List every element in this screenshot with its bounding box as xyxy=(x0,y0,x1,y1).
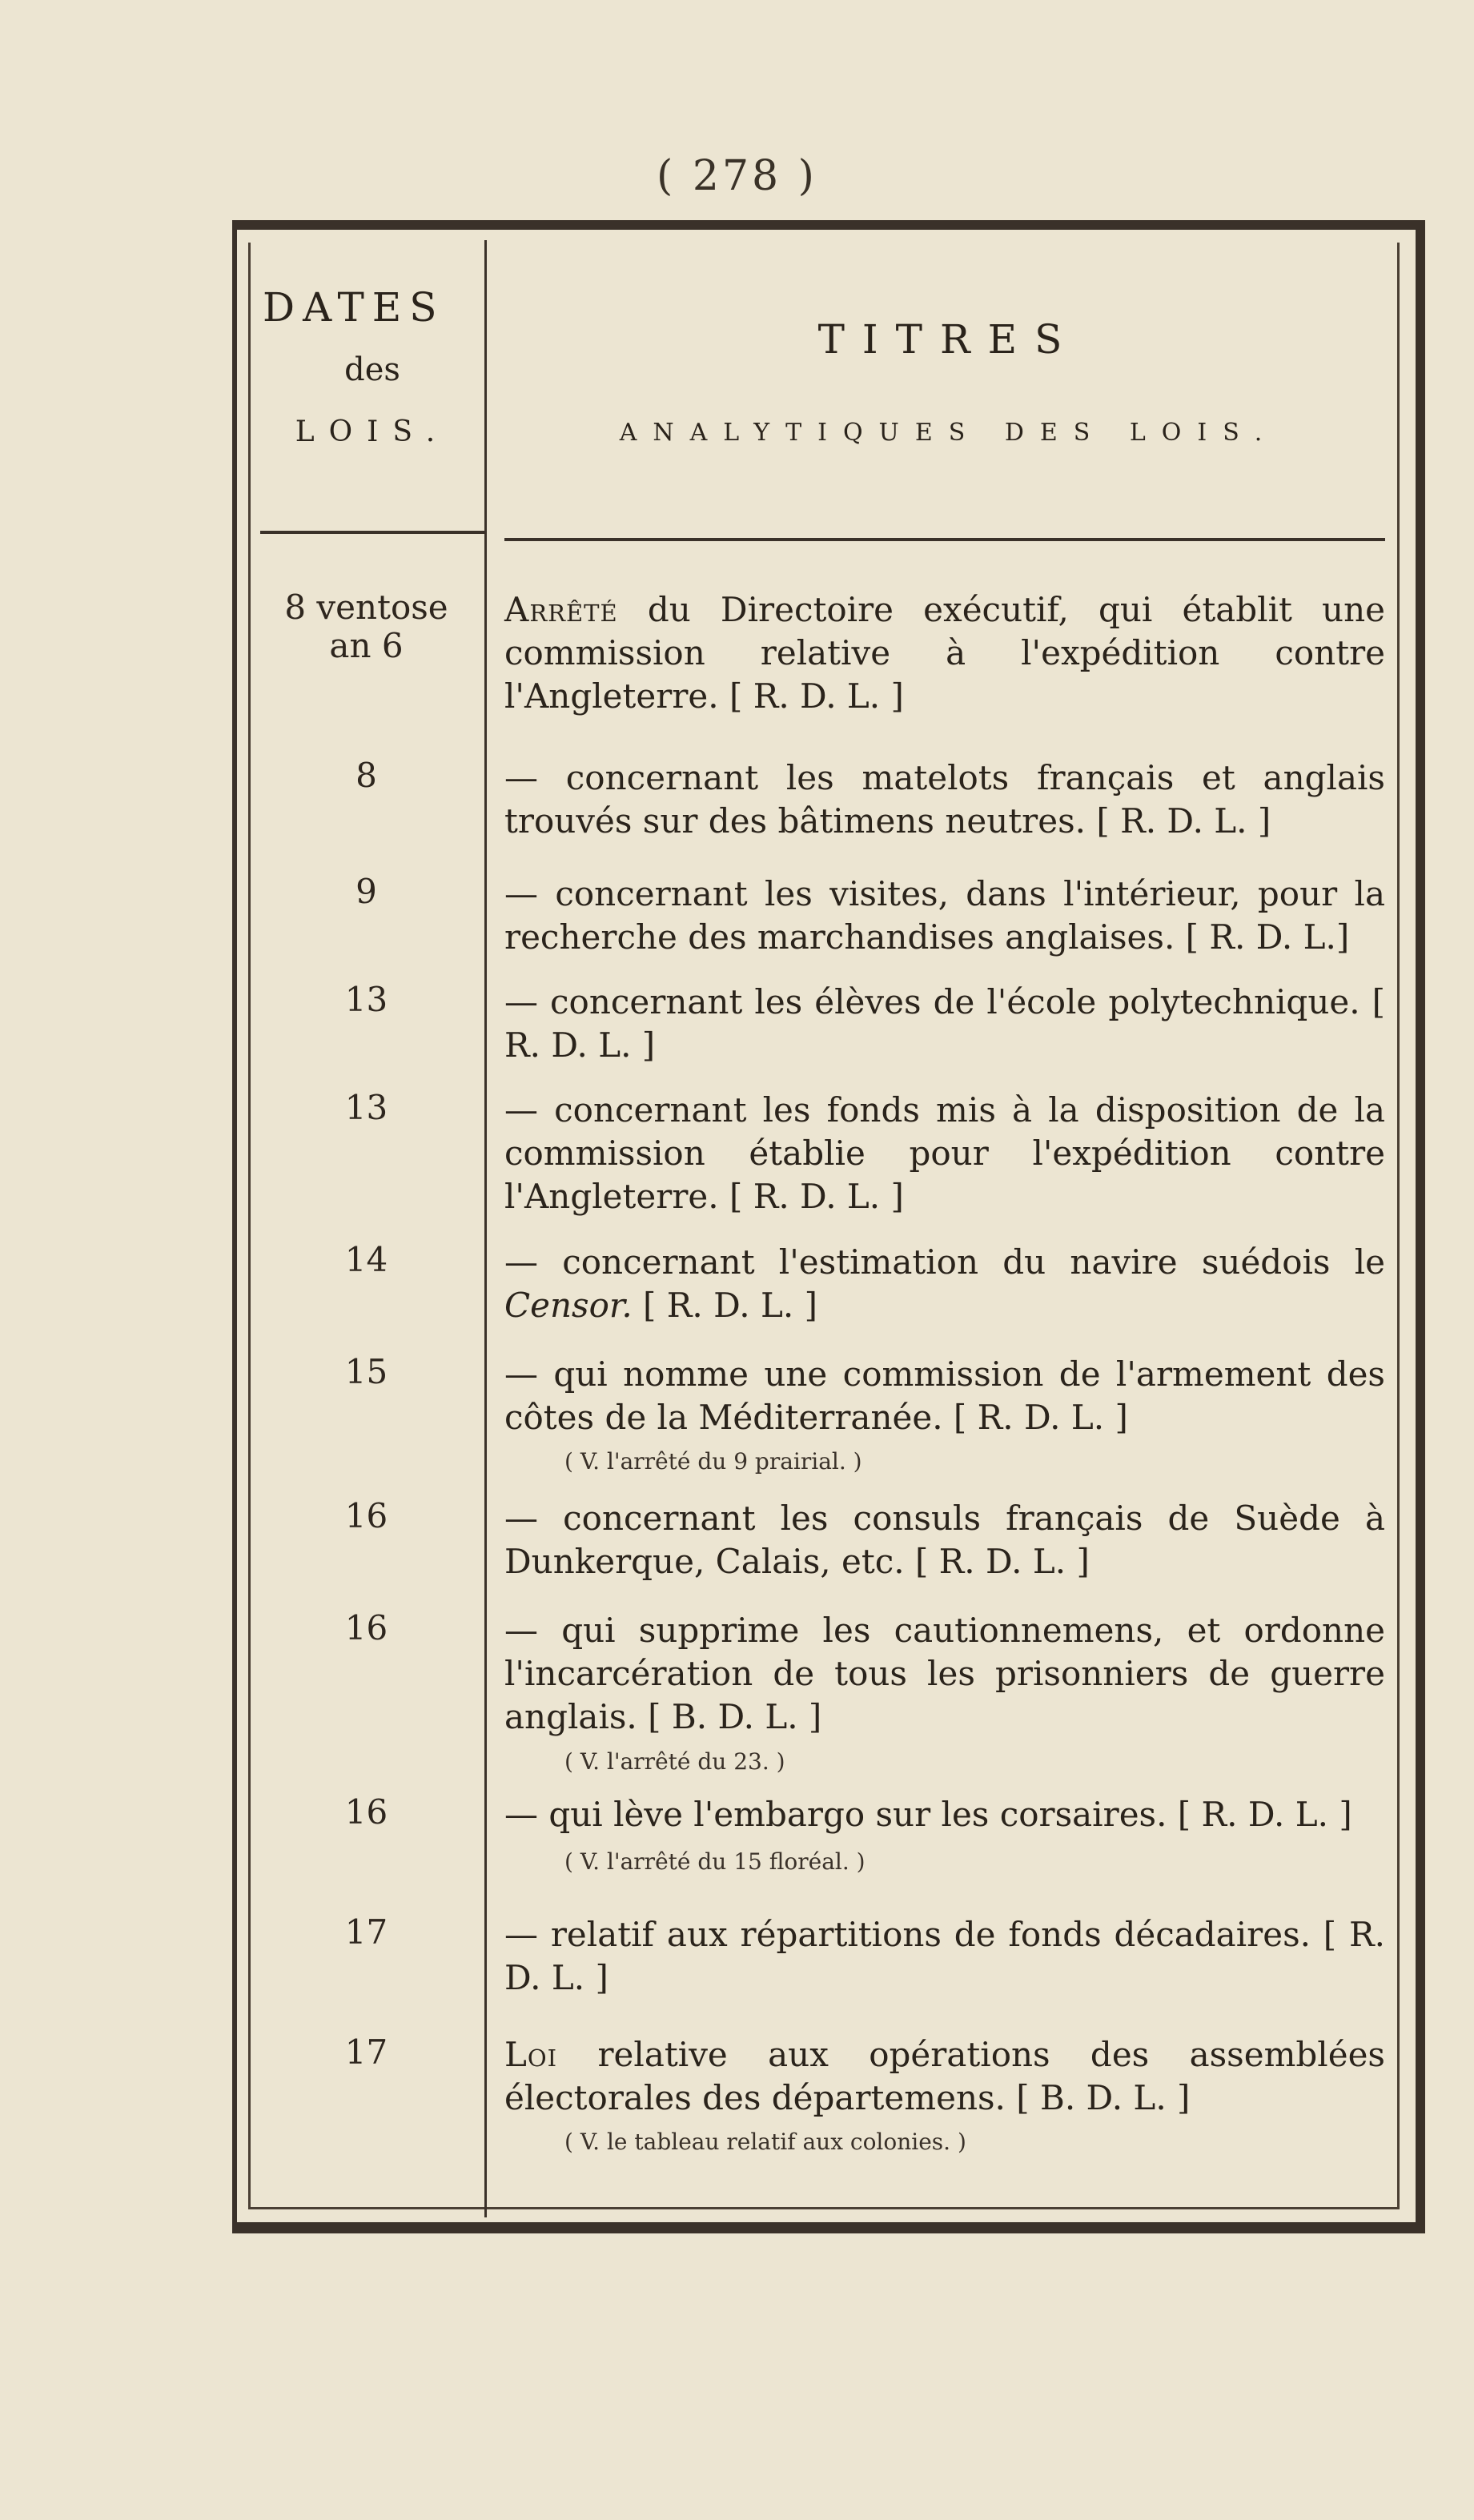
entry-tail-text: [ R. D. L. ] xyxy=(632,1286,817,1325)
entry-date: 13 xyxy=(344,980,388,1019)
dates-column-header xyxy=(256,284,488,448)
entry-date: 16 xyxy=(344,1496,388,1535)
entry-title xyxy=(504,756,1385,843)
entry-title xyxy=(504,1353,1385,1439)
titles-header-subtitle: ANALYTIQUES DES LOIS. xyxy=(619,419,1279,447)
entry-title xyxy=(504,2033,1385,2120)
entry-title xyxy=(504,1609,1385,1739)
entry-title xyxy=(504,1913,1385,2000)
entry-note: ( V. le tableau relatif aux colonies. ) xyxy=(564,2129,966,2155)
column-divider xyxy=(484,240,487,2217)
entry-text: — qui lève l'embargo sur les corsaires. [ R. D. L. ] xyxy=(504,1795,1352,1834)
entry-text: du Directoire exécutif, qui établit une commission relative à l'expédition contre l'Angleterre. [ R. D. L. ] xyxy=(504,590,1385,716)
entry-note: ( V. l'arrêté du 15 floréal. ) xyxy=(564,1848,866,1875)
entry-title xyxy=(504,873,1385,959)
entry-title xyxy=(504,1089,1385,1218)
entry-title xyxy=(504,1497,1385,1583)
entry-note: ( V. l'arrêté du 9 prairial. ) xyxy=(564,1448,862,1475)
entry-title xyxy=(504,981,1385,1067)
entry-text: — qui nomme une commission de l'armement des côtes de la Méditerranée. [ R. D. L. ] xyxy=(504,1354,1385,1437)
entry-date: 9 xyxy=(355,872,377,911)
entry-date: 8 xyxy=(355,756,377,795)
entry-title xyxy=(504,588,1385,718)
entry-lead-word: Loi xyxy=(504,2035,558,2074)
entry-title xyxy=(504,1241,1385,1327)
dates-header-lois: LOIS. xyxy=(295,415,450,448)
entry-date: 13 xyxy=(344,1088,388,1127)
entry-text: — concernant les consuls français de Suède à Dunkerque, Calais, etc. [ R. D. L. ] xyxy=(504,1499,1385,1581)
entry-italic-text: Censor. xyxy=(504,1286,633,1325)
entry-text: — concernant les matelots français et anglais trouvés sur des bâtimens neutres. [ R. D. L. ] xyxy=(504,758,1385,841)
titles-header-title: TITRES xyxy=(817,316,1080,363)
entry-text: — concernant les élèves de l'école polytechnique. [ R. D. L. ] xyxy=(504,982,1385,1065)
entry-lead-word: Arrêté xyxy=(504,590,618,629)
entry-date: 14 xyxy=(344,1240,388,1279)
entry-text: relative aux opérations des assemblées électorales des départemens. [ B. D. L. ] xyxy=(504,2035,1385,2117)
header-rule-right xyxy=(504,538,1385,541)
entry-text: — concernant les visites, dans l'intérieur, pour la recherche des marchandises anglaises. [ R. D. L.] xyxy=(504,874,1385,957)
entry-date: 16 xyxy=(344,1608,388,1647)
titles-column-header xyxy=(496,316,1401,447)
dates-header-title: DATES xyxy=(263,284,445,331)
entry-date: 15 xyxy=(344,1352,388,1391)
entry-text: — relatif aux répartitions de fonds décadaires. [ R. D. L. ] xyxy=(504,1915,1385,1997)
entry-title xyxy=(504,1793,1385,1836)
entry-date: 17 xyxy=(344,2032,388,2072)
dates-header-connector: des xyxy=(344,351,400,388)
entry-date: 16 xyxy=(344,1792,388,1832)
entry-text: — concernant l'estimation du navire suédois le xyxy=(504,1242,1385,1282)
entry-date: 8 ventose an 6 xyxy=(284,588,448,665)
entry-date: 17 xyxy=(344,1912,388,1952)
entry-note: ( V. l'arrêté du 23. ) xyxy=(564,1748,785,1775)
entry-text: — concernant les fonds mis à la disposition de la commission établie pour l'expédition contre l'Angleterre. [ R. D. L. ] xyxy=(504,1090,1385,1216)
page-number: ( 278 ) xyxy=(657,152,817,200)
entry-text: — qui supprime les cautionnemens, et ordonne l'incarcération de tous les prisonniers de guerre anglais. [ B. D. L. ] xyxy=(504,1611,1385,1736)
header-rule-left xyxy=(260,531,484,534)
